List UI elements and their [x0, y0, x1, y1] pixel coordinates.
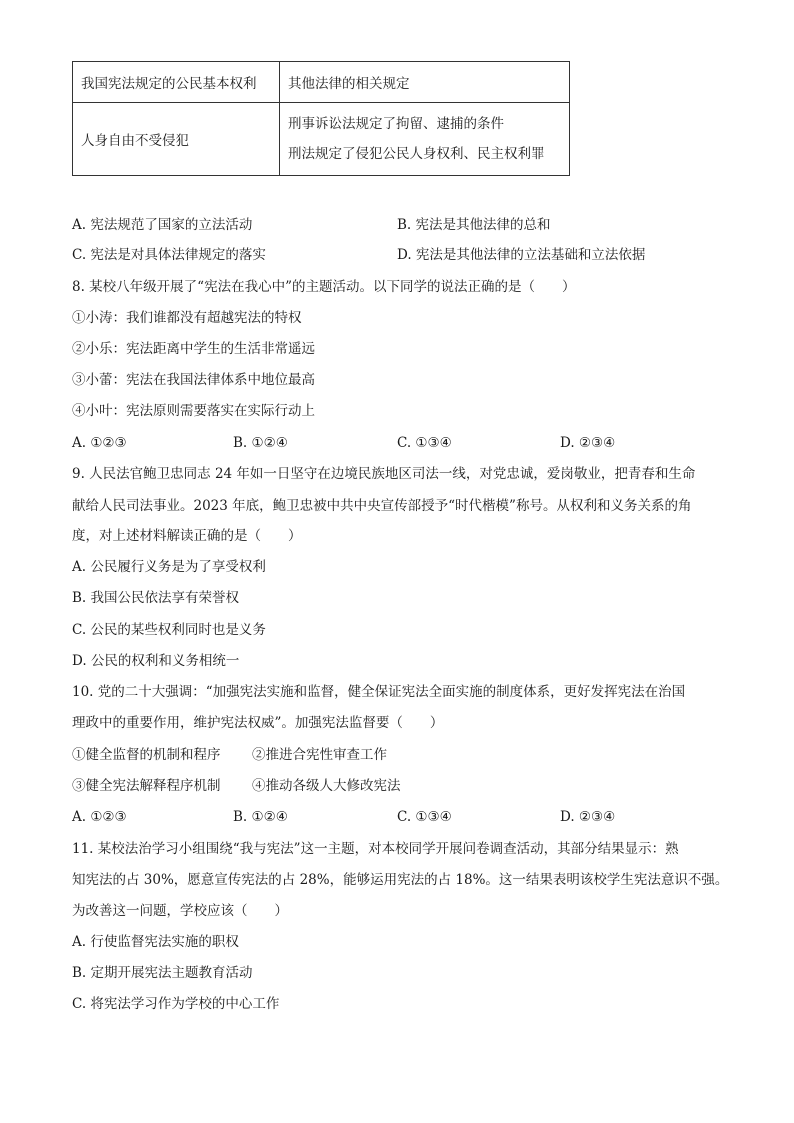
q9-option-d: D. 公民的权利和义务相统一: [72, 653, 240, 669]
q7-option-b: B. 宪法是其他法律的总和: [397, 217, 551, 233]
q11-stem-line: 知宪法的占 30%，愿意宣传宪法的占 28%，能够运用宪法的占 18%。这一结果表明该校学生宪法意识不强。: [72, 872, 729, 888]
q10-stem-line: 理政中的重要作用，维护宪法权威”。加强宪法监督要（ ）: [72, 715, 444, 731]
table-header-cell: 其他法律的相关规定: [280, 62, 570, 103]
q8-item: ①小涛：我们谁都没有超越宪法的特权: [72, 310, 302, 326]
q8-option-a: A. ①②③: [72, 435, 127, 451]
table-header-row: [73, 62, 570, 103]
table-row: [73, 103, 570, 176]
q11-stem-line: 11. 某校法治学习小组围绕“我与宪法”这一主题，对本校同学开展问卷调查活动，其部分结果显示：熟: [72, 841, 679, 857]
q10-item: ④推动各级人大修改宪法: [252, 778, 401, 794]
q11-stem-line: 为改善这一问题，学校应该（ ）: [72, 903, 288, 919]
q9-stem-line: 9. 人民法官鲍卫忠同志 24 年如一日坚守在边境民族地区司法一线，对党忠诚，爱岗敬业，把青春和生命: [72, 466, 696, 482]
q10-item: ①健全监督的机制和程序: [72, 747, 221, 763]
q8-option-c: C. ①③④: [397, 435, 452, 451]
q10-stem-line: 10. 党的二十大强调：“加强宪法实施和监督，健全保证宪法全面实施的制度体系，更好发挥宪法在治国: [72, 684, 686, 700]
q10-option-c: C. ①③④: [397, 809, 452, 825]
q9-stem-line: 献给人民司法事业。2023 年底，鲍卫忠被中共中央宣传部授予“时代楷模”称号。从权利和义务关系的角: [72, 498, 692, 514]
q8-item: ②小乐：宪法距离中学生的生活非常遥远: [72, 341, 315, 357]
q8-stem: 8. 某校八年级开展了“宪法在我心中”的主题活动。以下同学的说法正确的是（ ）: [72, 279, 576, 295]
q10-item: ③健全宪法解释程序机制: [72, 778, 221, 794]
q9-stem-line: 度，对上述材料解读正确的是（ ）: [72, 528, 302, 544]
table-cell: 人身自由不受侵犯: [73, 103, 280, 176]
q10-item: ②推进合宪性审查工作: [252, 747, 387, 763]
q8-option-b: B. ①②④: [233, 435, 288, 451]
q8-item: ④小叶：宪法原则需要落实在实际行动上: [72, 403, 315, 419]
table-cell-line: 刑法规定了侵犯公民人身权利、民主权利罪: [288, 146, 545, 162]
q11-option-a: A. 行使监督宪法实施的职权: [72, 934, 239, 950]
q9-option-a: A. 公民履行义务是为了享受权利: [72, 559, 266, 575]
q9-option-b: B. 我国公民依法享有荣誉权: [72, 590, 240, 606]
law-comparison-table: [72, 61, 570, 176]
q10-option-a: A. ①②③: [72, 809, 127, 825]
table-header-cell: 我国宪法规定的公民基本权利: [73, 62, 280, 103]
q8-option-d: D. ②③④: [560, 435, 616, 451]
q7-option-a: A. 宪法规范了国家的立法活动: [72, 217, 253, 233]
q7-option-c: C. 宪法是对具体法律规定的落实: [72, 247, 266, 263]
q10-option-b: B. ①②④: [233, 809, 288, 825]
table-cell: [280, 103, 570, 176]
q9-option-c: C. 公民的某些权利同时也是义务: [72, 622, 266, 638]
table-cell-line: 刑事诉讼法规定了拘留、逮捕的条件: [288, 116, 504, 132]
q11-option-b: B. 定期开展宪法主题教育活动: [72, 965, 253, 981]
q10-option-d: D. ②③④: [560, 809, 616, 825]
q11-option-c: C. 将宪法学习作为学校的中心工作: [72, 996, 280, 1012]
q8-item: ③小蕾：宪法在我国法律体系中地位最高: [72, 372, 315, 388]
q7-option-d: D. 宪法是其他法律的立法基础和立法依据: [397, 247, 646, 263]
